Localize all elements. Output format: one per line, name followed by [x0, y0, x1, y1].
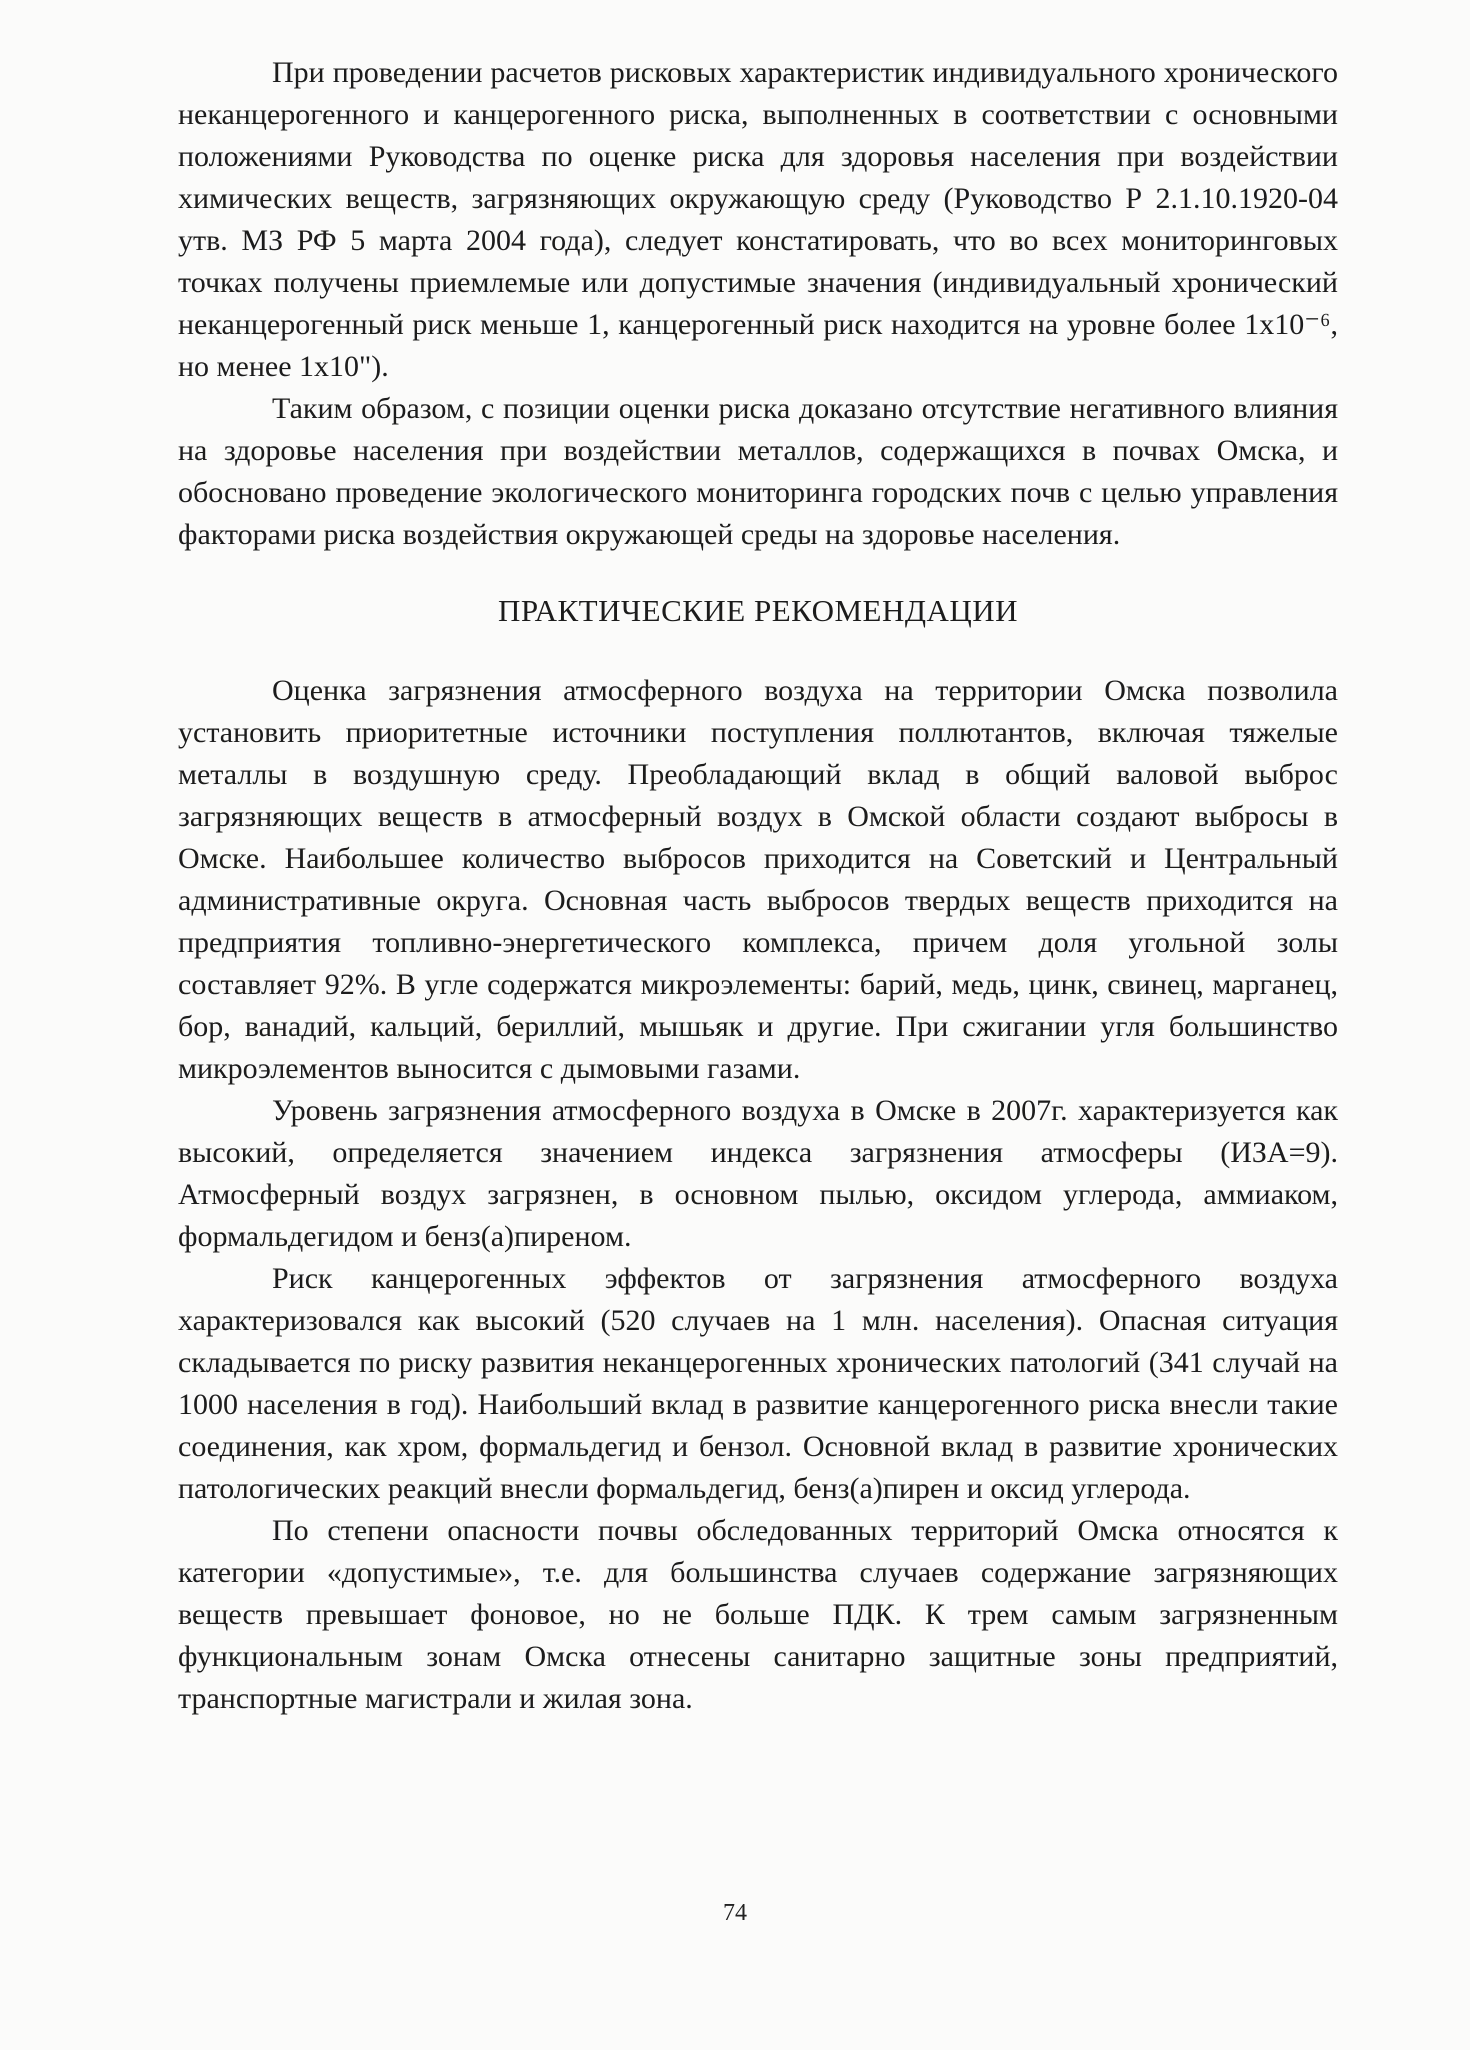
paragraph-carcinogenic-risk: Риск канцерогенных эффектов от загрязнения атмосферного воздуха характеризовался как высокий (520 случаев на 1 млн. населения). Опасная ситуация складывается по риску развития неканцерогенных хронических патологий (341 случай на 1000 населения в год). Наибольший вклад в развитие канцерогенного риска внесли такие соединения, как хром, формальдегид и бензол. Основной вклад в развитие хронических патологических реакций внесли формальдегид, бенз(а)пирен и оксид углерода.: [178, 1262, 1338, 1505]
paragraph-conclusion: Таким образом, с позиции оценки риска доказано отсутствие негативного влияния на здоровье населения при воздействии металлов, содержащихся в почвах Омска, и обосновано проведение экологического мониторинга городских почв с целью управления факторами риска воздействия окружающей среды на здоровье населения.: [178, 392, 1338, 551]
section-heading: ПРАКТИЧЕСКИЕ РЕКОМЕНДАЦИИ: [497, 593, 1019, 628]
paragraph-air-pollution-sources: Оценка загрязнения атмосферного воздуха на территории Омска позволила установить приоритетные источники поступления поллютантов, включая тяжелые металлы в воздушную среду. Преобладающий вклад в общий валовой выброс загрязняющих веществ в атмосферный воздух в Омской области создают выбросы в Омске. Наибольшее количество выбросов приходится на Советский и Центральный административные округа. Основная часть выбросов твердых веществ приходится на предприятия топливно-энергетического комплекса, причем доля угольной золы составляет 92%. В угле содержатся микроэлементы: барий, медь, цинк, свинец, марганец, бор, ванадий, кальций, бериллий, мышьяк и другие. При сжигании угля большинство микроэлементов выносится с дымовыми газами.: [178, 674, 1338, 1085]
body-text: [178, 52, 1338, 1720]
paragraph-air-pollution-level: Уровень загрязнения атмосферного воздуха в Омске в 2007г. характеризуется как высокий, определяется значением индекса загрязнения атмосферы (ИЗА=9). Атмосферный воздух загрязнен, в основном пылью, оксидом углерода, аммиаком, формальдегидом и бенз(а)пиреном.: [178, 1094, 1338, 1253]
paragraph-risk-calculation: При проведении расчетов рисковых характеристик индивидуального хронического неканцерогенного и канцерогенного риска, выполненных в соответствии с основными положениями Руководства по оценке риска для здоровья населения при воздействии химических веществ, загрязняющих окружающую среду (Руководство Р 2.1.10.1920-04 утв. МЗ РФ 5 марта 2004 года), следует констатировать, что во всех мониторинговых точках получены приемлемые или допустимые значения (индивидуальный хронический неканцерогенный риск меньше 1, канцерогенный риск находится на уровне более 1x10⁻⁶, но менее 1x10").: [178, 56, 1338, 383]
paragraph-soil-hazard: По степени опасности почвы обследованных территорий Омска относятся к категории «допустимые», т.е. для большинства случаев содержание загрязняющих веществ превышает фоновое, но не больше ПДК. К трем самым загрязненным функциональным зонам Омска отнесены санитарно защитные зоны предприятий, транспортные магистрали и жилая зона.: [178, 1514, 1338, 1715]
page-number: 74: [723, 1900, 747, 1926]
